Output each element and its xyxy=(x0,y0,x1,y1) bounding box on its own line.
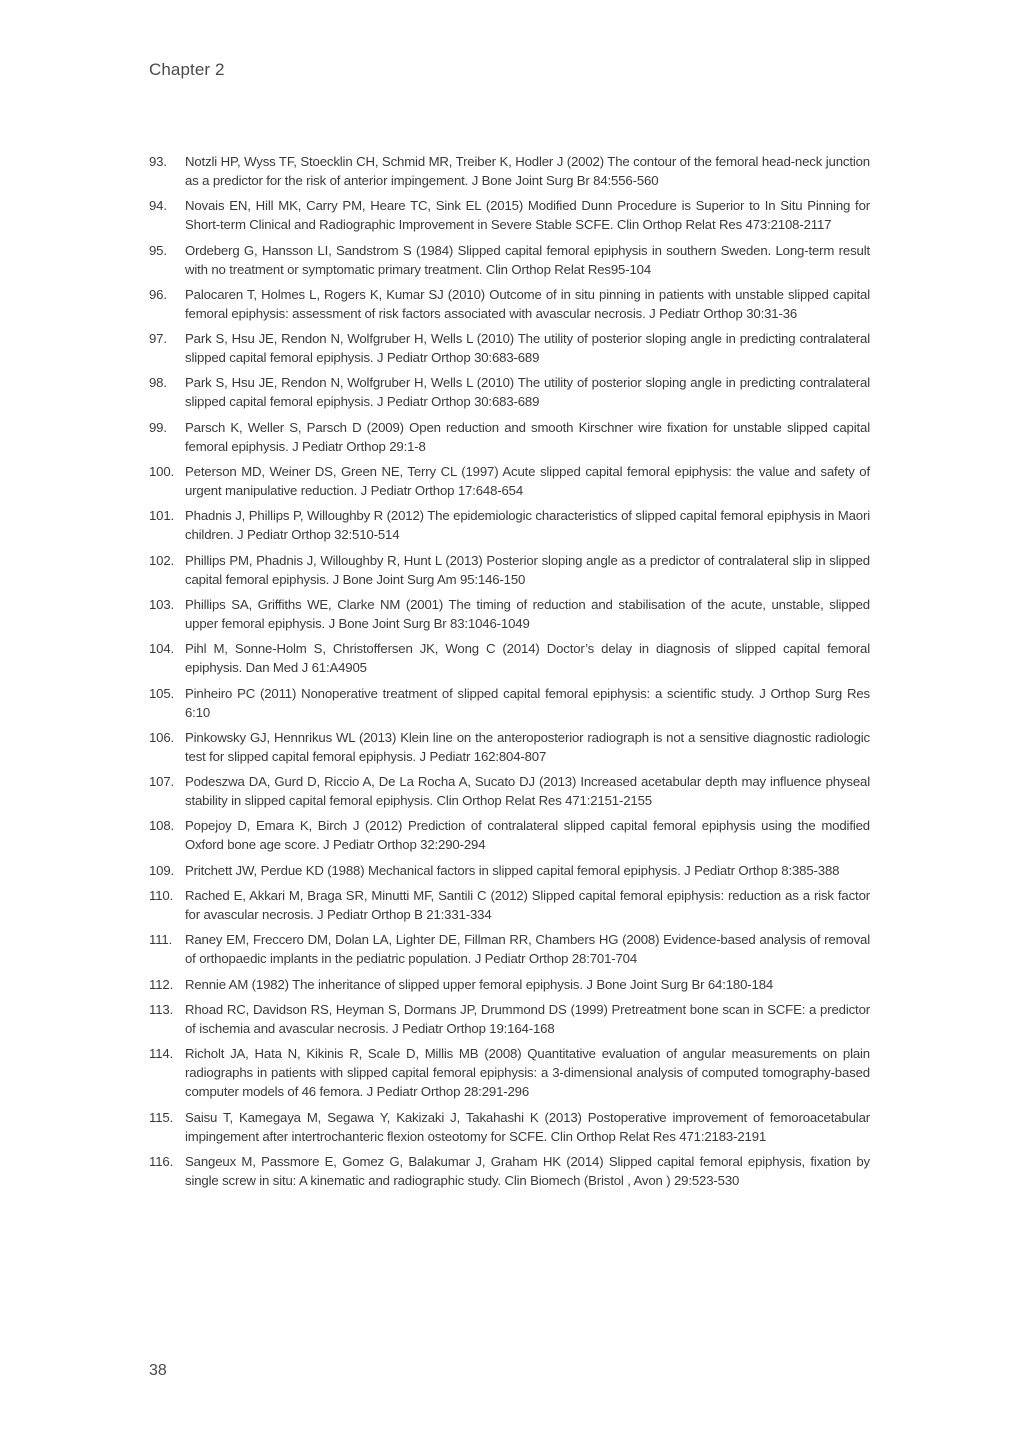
reference-item xyxy=(149,772,870,810)
reference-item xyxy=(149,816,870,854)
reference-text: Peterson MD, Weiner DS, Green NE, Terry CL (1997) Acute slipped capital femoral epiphysis: the value and safety of urgent manipulative reduction. J Pediatr Orthop 17:648-654 xyxy=(185,464,870,499)
reference-number: 99. xyxy=(149,419,167,435)
reference-number: 106. xyxy=(149,729,175,745)
reference-text: Novais EN, Hill MK, Carry PM, Heare TC, Sink EL (2015) Modified Dunn Procedure is Superior to In Situ Pinning for Short-term Clinical and Radiographic Improvement in Severe Stable SCFE. Clin Orthop Relat Res 473:2108-2117 xyxy=(185,198,870,233)
reference-item xyxy=(149,975,870,994)
reference-item xyxy=(149,506,870,544)
reference-item xyxy=(149,1044,870,1101)
reference-text: Pinheiro PC (2011) Nonoperative treatment of slipped capital femoral epiphysis: a scientific study. J Orthop Surg Res 6:10 xyxy=(185,685,870,720)
reference-text: Park S, Hsu JE, Rendon N, Wolfgruber H, Wells L (2010) The utility of posterior sloping angle in predicting contralateral slipped capital femoral epiphysis. J Pediatr Orthop 30:683-689 xyxy=(185,331,870,366)
reference-text: Pritchett JW, Perdue KD (1988) Mechanical factors in slipped capital femoral epiphysis. J Pediatr Orthop 8:385-388 xyxy=(185,862,840,878)
reference-item xyxy=(149,196,870,234)
reference-number: 110. xyxy=(149,888,174,904)
reference-text: Ordeberg G, Hansson LI, Sandstrom S (1984) Slipped capital femoral epiphysis in southern Sweden. Long-term result with no treatment or symptomatic primary treatment. Clin Orthop Relat Res95-104 xyxy=(185,242,870,277)
reference-text: Rennie AM (1982) The inheritance of slipped upper femoral epiphysis. J Bone Joint Surg Br 64:180-184 xyxy=(185,976,774,992)
reference-number: 111. xyxy=(149,932,173,948)
reference-number: 116. xyxy=(149,1153,174,1169)
reference-text: Rhoad RC, Davidson RS, Heyman S, Dormans JP, Drummond DS (1999) Pretreatment bone scan in SCFE: a predictor of ischemia and avascular necrosis. J Pediatr Orthop 19:164-168 xyxy=(185,1001,870,1036)
reference-item xyxy=(149,684,870,722)
reference-number: 100. xyxy=(149,464,175,480)
reference-item xyxy=(149,639,870,677)
reference-number: 103. xyxy=(149,596,175,612)
reference-number: 96. xyxy=(149,286,167,302)
reference-number: 102. xyxy=(149,552,175,568)
reference-item xyxy=(149,1152,870,1190)
reference-item xyxy=(149,241,870,279)
reference-text: Rached E, Akkari M, Braga SR, Minutti MF, Santili C (2012) Slipped capital femoral epiphysis: reduction as a risk factor for avascular necrosis. J Pediatr Orthop B 21:331-334 xyxy=(185,888,870,923)
reference-text: Popejoy D, Emara K, Birch J (2012) Prediction of contralateral slipped capital femoral epiphysis using the modified Oxford bone age score. J Pediatr Orthop 32:290-294 xyxy=(185,818,870,853)
reference-text: Raney EM, Freccero DM, Dolan LA, Lighter DE, Fillman RR, Chambers HG (2008) Evidence-based analysis of removal of orthopaedic implants in the pediatric population. J Pediatr Orthop 28:701-704 xyxy=(185,932,870,967)
reference-text: Pinkowsky GJ, Hennrikus WL (2013) Klein line on the anteroposterior radiograph is not a sensitive diagnostic radiologic test for slipped capital femoral epiphysis. J Pediatr 162:804-807 xyxy=(185,729,870,764)
reference-text: Parsch K, Weller S, Parsch D (2009) Open reduction and smooth Kirschner wire fixation for unstable slipped capital femoral epiphysis. J Pediatr Orthop 29:1-8 xyxy=(185,419,870,454)
reference-number: 104. xyxy=(149,641,175,657)
reference-number: 95. xyxy=(149,242,167,258)
reference-number: 113. xyxy=(149,1001,174,1017)
reference-number: 97. xyxy=(149,331,167,347)
reference-item xyxy=(149,886,870,924)
reference-number: 115. xyxy=(149,1109,174,1125)
reference-item xyxy=(149,462,870,500)
reference-number: 93. xyxy=(149,154,167,169)
reference-text: Podeszwa DA, Gurd D, Riccio A, De La Rocha A, Sucato DJ (2013) Increased acetabular depth may influence physeal stability in slipped capital femoral epiphysis. Clin Orthop Relat Res 471:2151-2155 xyxy=(185,774,870,809)
reference-number: 109. xyxy=(149,862,175,878)
reference-number: 98. xyxy=(149,375,167,391)
reference-number: 107. xyxy=(149,774,175,790)
reference-number: 101. xyxy=(149,508,175,524)
reference-text: Park S, Hsu JE, Rendon N, Wolfgruber H, Wells L (2010) The utility of posterior sloping angle in predicting contralateral slipped capital femoral epiphysis. J Pediatr Orthop 30:683-689 xyxy=(185,375,870,410)
reference-item xyxy=(149,595,870,633)
reference-text: Phillips SA, Griffiths WE, Clarke NM (2001) The timing of reduction and stabilisation of the acute, unstable, slipped upper femoral epiphysis. J Bone Joint Surg Br 83:1046-1049 xyxy=(185,596,870,631)
reference-text: Saisu T, Kamegaya M, Segawa Y, Kakizaki J, Takahashi K (2013) Postoperative improvement of femoroacetabular impingement after intertrochanteric flexion osteotomy for SCFE. Clin Orthop Relat Res 471:2183-2191 xyxy=(185,1109,870,1144)
reference-item xyxy=(149,728,870,766)
reference-item xyxy=(149,1108,870,1146)
reference-item xyxy=(149,373,870,411)
reference-list xyxy=(149,152,870,1196)
reference-number: 108. xyxy=(149,818,175,834)
reference-item xyxy=(149,329,870,367)
reference-text: Palocaren T, Holmes L, Rogers K, Kumar SJ (2010) Outcome of in situ pinning in patients with unstable slipped capital femoral epiphysis: assessment of risk factors associated with avascular necrosis. J Pediatr Orthop 30:31-36 xyxy=(185,286,870,321)
reference-number: 112. xyxy=(149,976,174,992)
reference-item xyxy=(149,930,870,968)
reference-text: Notzli HP, Wyss TF, Stoecklin CH, Schmid MR, Treiber K, Hodler J (2002) The contour of the femoral head-neck junction as a predictor for the risk of anterior impingement. J Bone Joint Surg Br 84:556-560 xyxy=(185,154,870,188)
page-number: 38 xyxy=(149,1362,167,1379)
reference-text: Phadnis J, Phillips P, Willoughby R (2012) The epidemiologic characteristics of slipped capital femoral epiphysis in Maori children. J Pediatr Orthop 32:510-514 xyxy=(185,508,870,543)
reference-text: Sangeux M, Passmore E, Gomez G, Balakumar J, Graham HK (2014) Slipped capital femoral epiphysis, fixation by single screw in situ: A kinematic and radiographic study. Clin Biomech (Bristol , Avon ) 29:523-530 xyxy=(185,1153,870,1188)
reference-item xyxy=(149,418,870,456)
reference-item xyxy=(149,1000,870,1038)
reference-text: Pihl M, Sonne-Holm S, Christoffersen JK, Wong C (2014) Doctor’s delay in diagnosis of slipped capital femoral epiphysis. Dan Med J 61:A4905 xyxy=(185,641,870,676)
reference-number: 114. xyxy=(149,1046,174,1062)
running-head: Chapter 2 xyxy=(149,60,225,79)
reference-number: 94. xyxy=(149,198,167,214)
reference-number: 105. xyxy=(149,685,175,701)
reference-item xyxy=(149,285,870,323)
reference-text: Phillips PM, Phadnis J, Willoughby R, Hunt L (2013) Posterior sloping angle as a predictor of contralateral slip in slipped capital femoral epiphysis. J Bone Joint Surg Am 95:146-150 xyxy=(185,552,870,587)
reference-item xyxy=(149,551,870,589)
reference-item xyxy=(149,152,870,190)
reference-text: Richolt JA, Hata N, Kikinis R, Scale D, Millis MB (2008) Quantitative evaluation of angular measurements on plain radiographs in patients with slipped capital femoral epiphysis: a 3-dimensional analysis of computed tomography-based computer models of 46 femora. J Pediatr Orthop 28:291-296 xyxy=(185,1046,870,1100)
reference-item xyxy=(149,861,870,880)
